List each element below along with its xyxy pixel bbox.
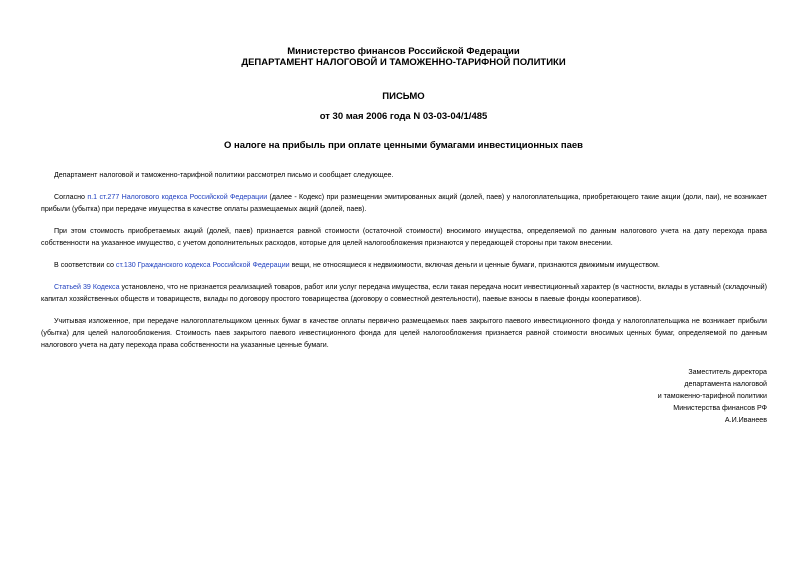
signature-title-line-2: департамента налоговой bbox=[684, 380, 767, 388]
signature-title-line-4: Министерства финансов РФ bbox=[673, 404, 767, 412]
signatory-name: А.И.Иванеев bbox=[724, 416, 767, 424]
link-civil-code-article-130[interactable]: ст.130 Гражданского кодекса Российской Федерации bbox=[115, 261, 290, 269]
link-tax-code-article-277[interactable]: ст.277 Налогового кодекса Российской Федерации bbox=[99, 193, 268, 201]
document-type: ПИСЬМО bbox=[382, 91, 425, 102]
signature-title-line-1: Заместитель директора bbox=[688, 368, 767, 376]
signature-block bbox=[658, 366, 767, 426]
signature-title-line-3: и таможенно-тарифной политики bbox=[657, 392, 767, 400]
paragraph-6-text: Учитывая изложенное, при передаче налогоплательщиком ценных бумаг в качестве оплаты первично размещаемых паев закрытого паевого инвестиционного фонда у налогоплательщика не возникает прибыли (убытка) для целей налогообложения. Стоимость паев закрытого паевого инвестиционного фонда для целей налогообложения признается равной стоимости вносимых ценных бумаг, определяемой по данным налогового учета на дату перехода права собственности на указанные ценные бумаги. bbox=[41, 317, 767, 349]
paragraph-4-pre: В соответствии со bbox=[54, 261, 116, 269]
ministry-name: Министерство финансов Российской Федерации bbox=[287, 46, 520, 57]
paragraph-3 bbox=[41, 225, 767, 249]
link-tax-code-article-39[interactable]: Статьей 39 Кодекса bbox=[54, 283, 120, 291]
paragraph-5 bbox=[41, 281, 767, 305]
paragraph-2-post: (далее - Кодекс) при размещении эмитированных акций (долей, паев) у налогоплательщика, приобретающего такие акции (доли, паи), не возникает прибыли (убытка) при передаче имущества в качестве оплаты размещаемых акций (долей, паев). bbox=[41, 193, 767, 213]
paragraph-6 bbox=[41, 315, 767, 351]
document-date-number: от 30 мая 2006 года N 03-03-04/1/485 bbox=[319, 111, 488, 122]
paragraph-5-post: установлено, что не признается реализацией товаров, работ или услуг передача имущества, если такая передача носит инвестиционный характер (в частности, вклады в уставный (складочный) капитал хозяйственных обществ и товариществ, вклады по договору простого товарищества (договору о совместной деятельности), паевые взносы в паевые фонды кооперативов). bbox=[41, 283, 768, 303]
paragraph-4-post: вещи, не относящиеся к недвижимости, включая деньги и ценные бумаги, признаются движимым имуществом. bbox=[289, 261, 660, 269]
paragraph-2-pre: Согласно bbox=[54, 193, 88, 201]
paragraph-2 bbox=[41, 191, 767, 215]
link-tax-code-clause-1[interactable]: п.1 bbox=[87, 193, 98, 201]
paragraph-3-text: При этом стоимость приобретаемых акций (долей, паев) признается равной стоимости (остаточной стоимости) вносимого имущества, определяемой по данным налогового учета на дату перехода права собственности на указанное имущество, с учетом дополнительных расходов, которые для целей налогообложения признаются у передающей стороны при таком внесении. bbox=[41, 227, 767, 247]
letter-body bbox=[41, 169, 767, 361]
paragraph-1-text: Департамент налоговой и таможенно-тарифной политики рассмотрел письмо и сообщает следующее. bbox=[54, 171, 394, 179]
document-subject: О налоге на прибыль при оплате ценными бумагами инвестиционных паев bbox=[223, 140, 584, 151]
paragraph-1 bbox=[41, 169, 767, 181]
letter-header bbox=[0, 46, 807, 68]
paragraph-4 bbox=[41, 259, 767, 271]
department-name: ДЕПАРТАМЕНТ НАЛОГОВОЙ И ТАМОЖЕННО-ТАРИФНОЙ ПОЛИТИКИ bbox=[241, 57, 566, 68]
